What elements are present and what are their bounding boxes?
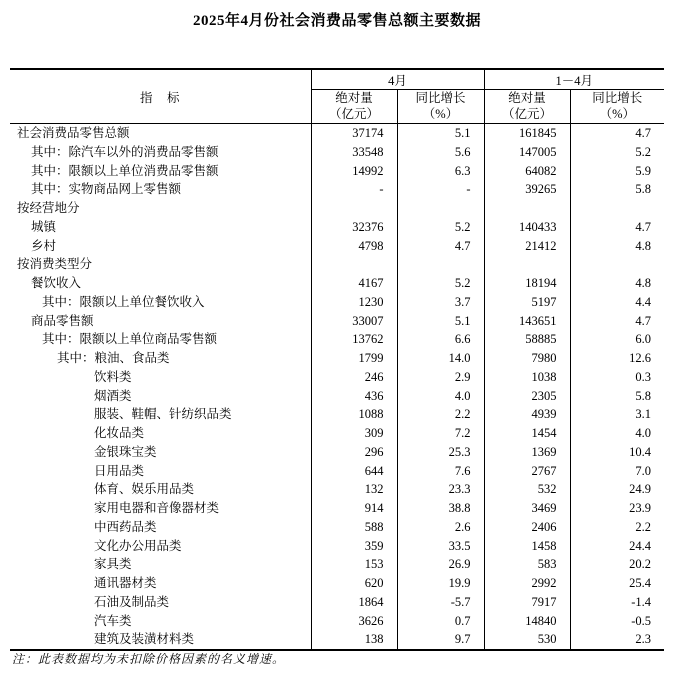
jan-apr-absolute-cell: 1038	[484, 368, 570, 387]
indicator-cell: 餐饮收入	[10, 274, 311, 293]
jan-apr-yoy-cell: 5.9	[635, 163, 652, 178]
jan-apr-absolute-cell: 2992	[484, 574, 570, 593]
jan-apr-absolute-cell: 532	[484, 480, 570, 499]
jan-apr-absolute-cell: 58885	[484, 330, 570, 349]
table-row	[10, 349, 664, 368]
indicator-cell: 社会消费品零售总额	[10, 124, 311, 143]
jan-apr-absolute-cell: 140433	[484, 218, 570, 237]
jan-apr-absolute-cell: 21412	[484, 237, 570, 256]
april-absolute-header	[311, 90, 397, 124]
april-absolute-cell: 132	[311, 480, 397, 499]
jan-apr-yoy-cell: 24.4	[629, 538, 652, 553]
indicator-cell: 按经营地分	[10, 199, 311, 218]
jan-apr-absolute-cell: 7917	[484, 593, 570, 612]
table-body	[10, 124, 664, 650]
april-yoy-cell	[397, 255, 484, 274]
april-yoy-cell: 26.9	[397, 555, 484, 574]
jan-apr-yoy-cell	[570, 199, 664, 218]
table-row	[10, 274, 664, 293]
indicator-cell: 乡村	[10, 237, 311, 256]
april-yoy-cell: 33.5	[397, 537, 484, 556]
indicator-cell: 金银珠宝类	[10, 443, 311, 462]
april-yoy-cell: 3.7	[397, 293, 484, 312]
table-row	[10, 368, 664, 387]
jan-apr-yoy-cell: -0.5	[631, 613, 652, 628]
jan-apr-absolute-cell: 4939	[484, 405, 570, 424]
indicator-cell: 商品零售额	[10, 312, 311, 331]
april-yoy-cell: 38.8	[397, 499, 484, 518]
april-yoy-cell: 0.7	[397, 612, 484, 631]
april-yoy-cell: 4.0	[397, 387, 484, 406]
table-row	[10, 293, 664, 312]
jan-apr-yoy-cell: 5.8	[635, 388, 652, 403]
table-row	[10, 199, 664, 218]
table-row	[10, 499, 664, 518]
april-yoy-cell: 5.2	[397, 218, 484, 237]
april-absolute-cell	[311, 255, 397, 274]
april-absolute-cell: 1088	[311, 405, 397, 424]
table-row	[10, 630, 664, 649]
indicator-cell: 其中：限额以上单位餐饮收入	[10, 293, 311, 312]
april-yoy-cell: 4.7	[397, 237, 484, 256]
april-absolute-cell: 588	[311, 518, 397, 537]
table-row	[10, 218, 664, 237]
footnote: 注：此表数据均为未扣除价格因素的名义增速。	[12, 652, 286, 666]
jan-apr-absolute-cell: 161845	[484, 124, 570, 143]
april-absolute-cell: 33548	[311, 143, 397, 162]
april-absolute-cell: 153	[311, 555, 397, 574]
indicator-cell: 服装、鞋帽、针纺织品类	[10, 405, 311, 424]
jan-apr-yoy-cell: 4.7	[635, 219, 652, 234]
april-yoy-header	[397, 90, 484, 124]
jan-apr-yoy-cell: 6.0	[635, 332, 652, 347]
indicator-cell: 家具类	[10, 555, 311, 574]
indicator-cell: 按消费类型分	[10, 255, 311, 274]
jan-apr-yoy-cell: 2.3	[635, 632, 652, 647]
retail-data-table	[10, 70, 664, 649]
table-row	[10, 555, 664, 574]
jan-apr-absolute-cell: 18194	[484, 274, 570, 293]
jan-apr-yoy-cell: 4.7	[635, 126, 652, 140]
april-yoy-cell: 25.3	[397, 443, 484, 462]
jan-apr-absolute-cell: 2767	[484, 462, 570, 481]
table-row	[10, 593, 664, 612]
jan-apr-absolute-header	[484, 90, 570, 124]
april-absolute-cell: 1799	[311, 349, 397, 368]
april-absolute-cell: 309	[311, 424, 397, 443]
indicator-cell: 其中：限额以上单位商品零售额	[10, 330, 311, 349]
jan-apr-absolute-cell: 147005	[484, 143, 570, 162]
april-absolute-cell: 1864	[311, 593, 397, 612]
jan-apr-absolute-cell: 1369	[484, 443, 570, 462]
table-row	[10, 162, 664, 181]
jan-apr-absolute-cell: 1454	[484, 424, 570, 443]
april-yoy-cell: 5.1	[397, 312, 484, 331]
jan-apr-yoy-cell: 12.6	[629, 351, 652, 365]
april-yoy-cell: 2.9	[397, 368, 484, 387]
table-row	[10, 424, 664, 443]
table-row	[10, 312, 664, 331]
indicator-cell: 通讯器材类	[10, 574, 311, 593]
table-header	[10, 70, 664, 124]
jan-apr-absolute-cell: 3469	[484, 499, 570, 518]
april-absolute-cell: 246	[311, 368, 397, 387]
table-row	[10, 518, 664, 537]
april-yoy-cell: 19.9	[397, 574, 484, 593]
jan-apr-yoy-cell: 4.0	[635, 426, 652, 440]
header-line: 绝对量	[335, 91, 373, 105]
jan-apr-absolute-cell: 39265	[484, 180, 570, 199]
jan-apr-yoy-cell: 20.2	[629, 557, 652, 572]
header-line: 绝对量	[508, 91, 546, 105]
table-row	[10, 387, 664, 406]
header-line: （亿元）	[328, 106, 379, 121]
jan-apr-yoy-cell: 4.4	[635, 294, 652, 309]
table-row	[10, 537, 664, 556]
april-yoy-cell: -5.7	[397, 593, 484, 612]
april-yoy-cell: 9.7	[397, 630, 484, 649]
table-row	[10, 237, 664, 256]
april-yoy-cell: 2.6	[397, 518, 484, 537]
jan-apr-yoy-cell: 0.3	[635, 369, 652, 384]
header-line: 同比增长	[415, 91, 466, 105]
jan-apr-yoy-cell: 23.9	[629, 501, 652, 515]
jan-apr-absolute-cell: 2406	[484, 518, 570, 537]
april-absolute-cell: 4167	[311, 274, 397, 293]
april-yoy-cell: 6.6	[397, 330, 484, 349]
april-absolute-cell: 3626	[311, 612, 397, 631]
page-title: 2025年4月份社会消费品零售总额主要数据	[192, 13, 481, 29]
jan-apr-yoy-cell: 5.8	[635, 182, 652, 197]
jan-apr-absolute-cell	[484, 255, 570, 274]
table-row	[10, 143, 664, 162]
retail-data-table-wrap	[10, 68, 664, 651]
april-absolute-cell: 296	[311, 443, 397, 462]
april-absolute-cell: 33007	[311, 312, 397, 331]
april-absolute-cell: 1230	[311, 293, 397, 312]
table-row	[10, 612, 664, 631]
april-absolute-cell: 13762	[311, 330, 397, 349]
jan-apr-absolute-cell: 2305	[484, 387, 570, 406]
april-yoy-cell: 14.0	[397, 349, 484, 368]
header-line: （%）	[599, 106, 635, 121]
april-absolute-cell: 4798	[311, 237, 397, 256]
table-row	[10, 124, 664, 143]
april-absolute-cell: 620	[311, 574, 397, 593]
jan-apr-yoy-cell: 4.7	[635, 313, 652, 328]
table-row	[10, 405, 664, 424]
header-line: （亿元）	[502, 106, 553, 121]
jan-apr-absolute-cell: 64082	[484, 162, 570, 181]
april-yoy-cell: 23.3	[397, 480, 484, 499]
jan-apr-yoy-cell: 2.2	[635, 519, 652, 534]
indicator-cell: 中西药品类	[10, 518, 311, 537]
april-absolute-cell: 32376	[311, 218, 397, 237]
april-yoy-cell	[397, 199, 484, 218]
indicator-cell: 日用品类	[10, 462, 311, 481]
april-absolute-cell: 138	[311, 630, 397, 649]
jan-apr-absolute-cell: 1458	[484, 537, 570, 556]
header-line: （%）	[422, 106, 459, 121]
header-group-row	[10, 70, 664, 90]
april-yoy-cell: 2.2	[397, 405, 484, 424]
table-row	[10, 255, 664, 274]
jan-apr-yoy-header	[570, 90, 664, 124]
jan-apr-yoy-cell: 7.0	[635, 463, 652, 478]
april-absolute-cell: 37174	[311, 124, 397, 143]
jan-apr-yoy-cell: 24.9	[629, 482, 652, 497]
april-group-header: 4月	[311, 70, 484, 90]
jan-apr-yoy-cell	[570, 255, 664, 274]
jan-apr-yoy-cell: 25.4	[629, 576, 652, 590]
april-absolute-cell: 914	[311, 499, 397, 518]
table-row	[10, 443, 664, 462]
april-yoy-cell: 6.3	[397, 162, 484, 181]
table-row	[10, 480, 664, 499]
indicator-cell: 石油及制品类	[10, 593, 311, 612]
april-yoy-cell: 7.6	[397, 462, 484, 481]
april-absolute-cell: 644	[311, 462, 397, 481]
table-row	[10, 330, 664, 349]
indicator-cell: 烟酒类	[10, 387, 311, 406]
april-yoy-cell: -	[397, 180, 484, 199]
indicator-column-header: 指 标	[10, 70, 311, 124]
indicator-cell: 汽车类	[10, 612, 311, 631]
jan-apr-absolute-cell	[484, 199, 570, 218]
jan-apr-yoy-cell: -1.4	[631, 594, 652, 609]
jan-apr-yoy-cell: 4.8	[635, 238, 652, 253]
april-absolute-cell	[311, 199, 397, 218]
april-yoy-cell: 5.2	[397, 274, 484, 293]
april-yoy-cell: 5.1	[397, 124, 484, 143]
indicator-cell: 其中：除汽车以外的消费品零售额	[10, 143, 311, 162]
jan-apr-absolute-cell: 14840	[484, 612, 570, 631]
jan-apr-absolute-cell: 583	[484, 555, 570, 574]
indicator-cell: 家用电器和音像器材类	[10, 499, 311, 518]
jan-apr-yoy-cell: 5.2	[635, 144, 652, 159]
april-yoy-cell: 5.6	[397, 143, 484, 162]
jan-apr-yoy-cell: 4.8	[635, 276, 652, 290]
jan-apr-group-header: 1－4月	[484, 70, 664, 90]
header-line: 同比增长	[592, 91, 643, 105]
indicator-cell: 其中：限额以上单位消费品零售额	[10, 162, 311, 181]
jan-apr-absolute-cell: 530	[484, 630, 570, 649]
april-absolute-cell: 14992	[311, 162, 397, 181]
indicator-cell: 其中：粮油、食品类	[10, 349, 311, 368]
indicator-cell: 饮料类	[10, 368, 311, 387]
table-row	[10, 180, 664, 199]
april-absolute-cell: 359	[311, 537, 397, 556]
indicator-cell: 城镇	[10, 218, 311, 237]
indicator-cell: 文化办公用品类	[10, 537, 311, 556]
jan-apr-absolute-cell: 7980	[484, 349, 570, 368]
table-row	[10, 574, 664, 593]
indicator-cell: 建筑及装潢材料类	[10, 630, 311, 649]
april-yoy-cell: 7.2	[397, 424, 484, 443]
jan-apr-absolute-cell: 5197	[484, 293, 570, 312]
indicator-cell: 体育、娱乐用品类	[10, 480, 311, 499]
indicator-cell: 其中：实物商品网上零售额	[10, 180, 311, 199]
jan-apr-yoy-cell: 10.4	[629, 444, 652, 459]
jan-apr-absolute-cell: 143651	[484, 312, 570, 331]
jan-apr-yoy-cell: 3.1	[635, 407, 652, 422]
indicator-cell: 化妆品类	[10, 424, 311, 443]
april-absolute-cell: 436	[311, 387, 397, 406]
table-row	[10, 462, 664, 481]
april-absolute-cell: -	[311, 180, 397, 199]
